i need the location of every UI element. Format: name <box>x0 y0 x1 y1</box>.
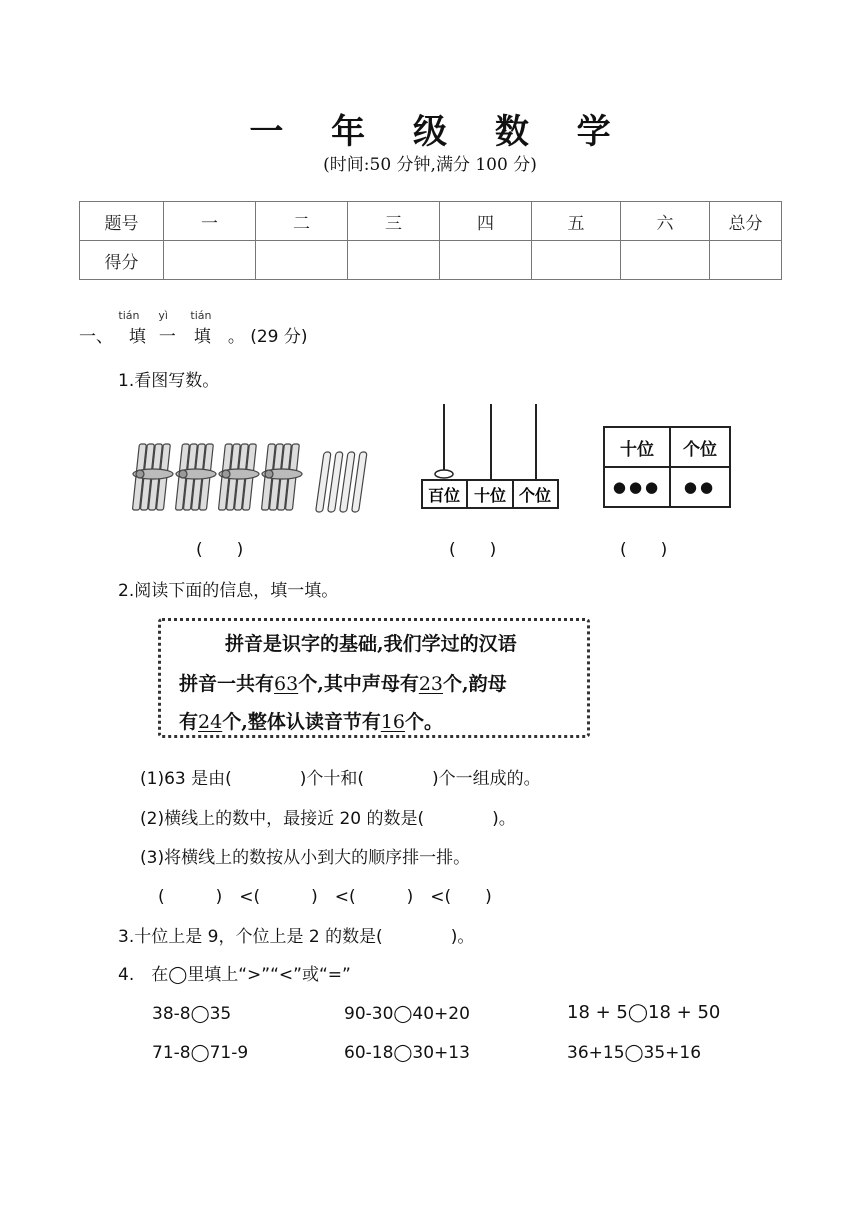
section-prefix: 一、 <box>79 327 113 347</box>
ruby-char <box>152 309 182 347</box>
pv-header: 个位 <box>683 439 717 460</box>
score-header-cell: 三 <box>348 202 440 241</box>
abacus-illustration <box>418 404 560 510</box>
score-table-score-row <box>80 241 782 280</box>
abacus-bead-icon <box>435 470 453 478</box>
compare-item[interactable]: 60-18◯30+13 <box>344 1043 470 1063</box>
title-char: 一 <box>158 327 176 347</box>
score-table <box>79 201 782 280</box>
question-1: 1.看图写数。 <box>118 371 220 391</box>
info-text: 个,其中声母有 <box>298 673 419 695</box>
score-cell[interactable] <box>621 241 710 280</box>
title-char: 填 <box>128 327 146 347</box>
ruby-char <box>182 309 222 347</box>
info-number: 23 <box>418 673 444 695</box>
info-text: 拼音一共有 <box>179 673 275 695</box>
question-4: 4. 在◯里填上“>”“<”或“=” <box>118 965 351 985</box>
score-cell[interactable] <box>164 241 256 280</box>
info-text: 个。 <box>405 711 444 733</box>
question-2-sub-2: (2)横线上的数中，最接近 20 的数是( )。 <box>140 809 516 829</box>
info-number: 16 <box>380 711 406 733</box>
pv-dots: ●●● <box>612 478 662 496</box>
info-line <box>179 707 443 734</box>
score-cell[interactable] <box>710 241 782 280</box>
score-cell[interactable] <box>440 241 532 280</box>
score-header-cell: 六 <box>621 202 710 241</box>
info-text: 个,韵母 <box>443 673 507 695</box>
place-value-chart <box>603 426 731 508</box>
page-title: 一 年 级 数 学 <box>249 112 629 152</box>
pinyin: tián <box>118 309 140 322</box>
score-cell[interactable] <box>256 241 348 280</box>
stick-bundles-illustration <box>130 438 390 516</box>
pv-dots: ●● <box>683 478 717 496</box>
pinyin: yì <box>158 309 168 322</box>
info-line <box>179 669 507 696</box>
section-suffix: 。 (29 分) <box>227 327 308 347</box>
abacus-label: 十位 <box>473 486 507 505</box>
title-char: 填 <box>193 327 211 347</box>
compare-item[interactable]: 36+15◯35+16 <box>567 1043 702 1063</box>
abacus-label: 个位 <box>518 486 552 505</box>
score-cell[interactable] <box>532 241 621 280</box>
compare-item[interactable]: 71-8◯71-9 <box>152 1043 249 1063</box>
compare-item[interactable]: 90-30◯40+20 <box>344 1004 470 1024</box>
question-2-sub-3: (3)将横线上的数按从小到大的顺序排一排。 <box>140 848 471 868</box>
pinyin: tián <box>190 309 212 322</box>
info-number: 24 <box>198 711 223 733</box>
score-cell[interactable] <box>348 241 440 280</box>
pv-header: 十位 <box>620 439 654 460</box>
compare-item[interactable]: 38-8◯35 <box>152 1004 232 1024</box>
info-number: 63 <box>274 673 299 695</box>
question-2-sub-1: (1)63 是由( )个十和( )个一组成的。 <box>140 769 541 789</box>
section-heading <box>79 309 308 347</box>
answer-blank[interactable]: ( ) <box>196 540 244 560</box>
ruby-char <box>118 309 152 347</box>
score-header-cell: 二 <box>256 202 348 241</box>
score-header-cell: 四 <box>440 202 532 241</box>
stick-bundle-icon <box>132 444 302 510</box>
question-3: 3.十位上是 9，个位上是 2 的数是( )。 <box>118 927 475 947</box>
answer-blank[interactable]: ( ) <box>620 540 668 560</box>
score-header-cell: 一 <box>164 202 256 241</box>
score-header-cell: 五 <box>532 202 621 241</box>
compare-item[interactable]: 18 + 5◯18 + 50 <box>567 1002 721 1023</box>
question-2: 2.阅读下面的信息，填一填。 <box>118 581 339 601</box>
score-header-cell: 总分 <box>710 202 782 241</box>
score-table-header-row <box>80 202 782 241</box>
abacus-label: 百位 <box>427 486 461 505</box>
single-sticks-icon <box>316 452 367 512</box>
info-text: 有 <box>179 711 199 733</box>
order-answer-line[interactable]: ( ) <( ) <( ) <( ) <box>158 887 492 907</box>
answer-blank[interactable]: ( ) <box>449 540 497 560</box>
score-row-label: 得分 <box>80 241 164 280</box>
info-line: 拼音是识字的基础,我们学过的汉语 <box>225 633 517 655</box>
score-header-cell: 题号 <box>80 202 164 241</box>
page-subtitle: (时间:50 分钟,满分 100 分) <box>323 155 537 175</box>
info-box <box>158 618 590 738</box>
info-text: 个,整体认读音节有 <box>222 711 381 733</box>
